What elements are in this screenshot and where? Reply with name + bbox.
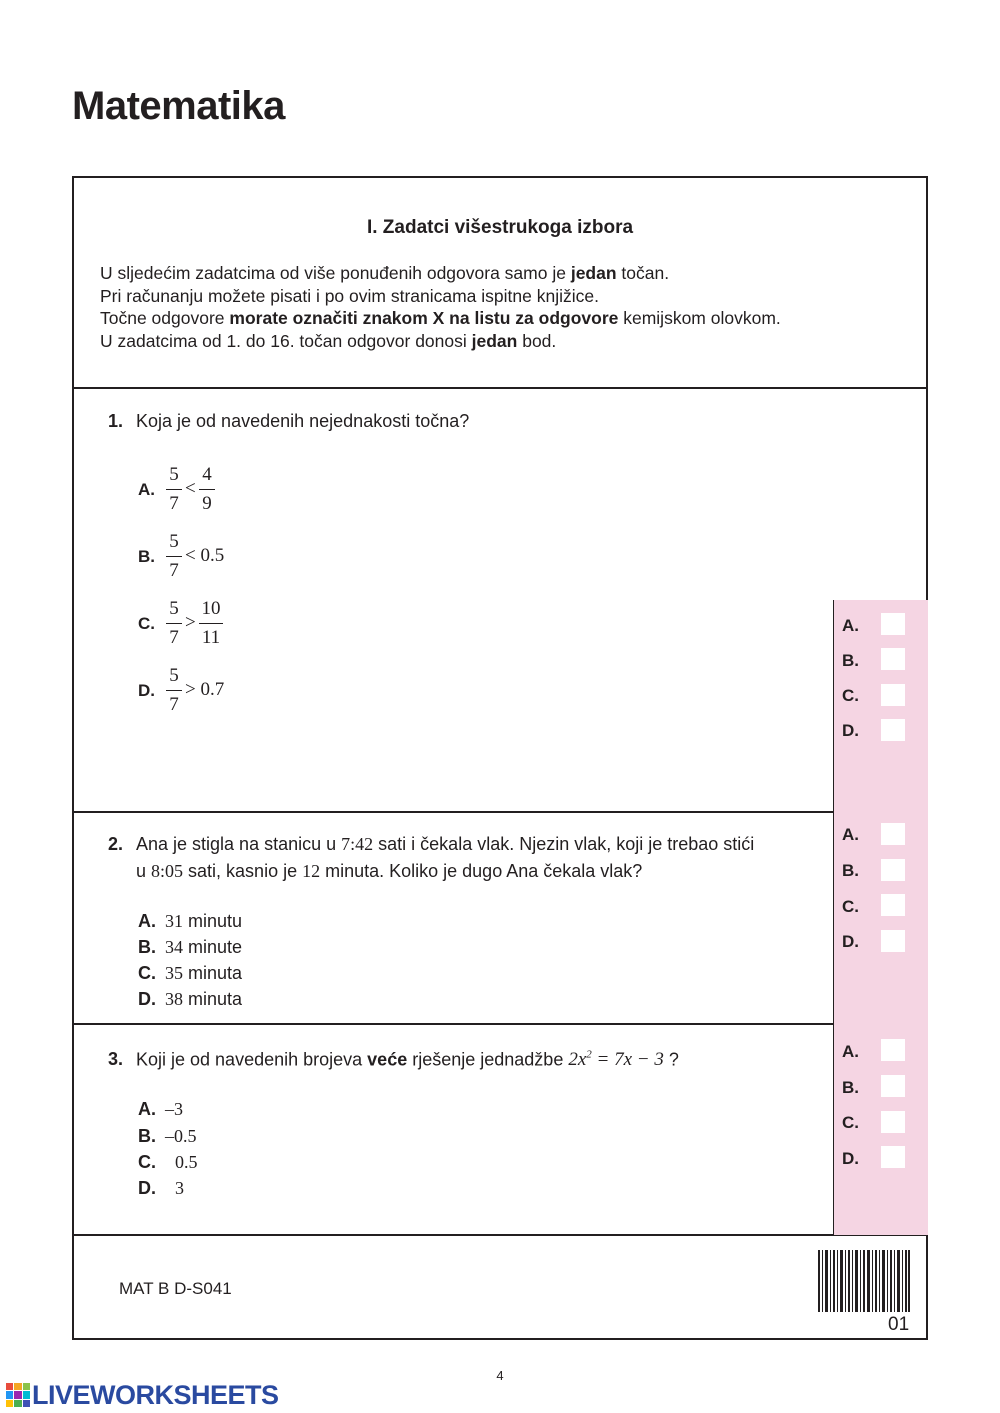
q2-answer-panel xyxy=(833,812,928,1024)
instruction-line-1 xyxy=(100,262,781,285)
instr-text: točan. xyxy=(616,263,670,283)
denominator: 9 xyxy=(202,493,212,515)
q3-text-part: Koji je od navedenih brojeva xyxy=(136,1049,368,1070)
answer-label: A. xyxy=(842,616,859,635)
q2-answer-d xyxy=(842,932,859,952)
option-unit: minute xyxy=(183,937,243,957)
q1-d-relation: > 0.7 xyxy=(185,679,225,700)
q1-answer-panel xyxy=(833,600,928,812)
eq-exponent: 2 xyxy=(586,1049,592,1061)
barcode-number: 01 xyxy=(888,1314,910,1335)
q1-c-lhs-fraction xyxy=(166,598,182,649)
option-number: 35 xyxy=(165,963,183,983)
q2-delay: 12 xyxy=(302,861,321,881)
q2-answer-box-c[interactable] xyxy=(881,894,905,916)
q1-option-b-label: B. xyxy=(138,547,155,566)
option-value: –0.5 xyxy=(165,1126,197,1146)
page-number: 4 xyxy=(496,1368,504,1383)
q2-text: u xyxy=(136,861,152,881)
instr-bold: morate označiti znakom X na listu za odgovore xyxy=(229,308,619,328)
q1-a-relation: < xyxy=(185,478,196,499)
q2-option-a xyxy=(138,911,242,932)
instr-text: U sljedećim zadatcima od više ponuđenih odgovora samo je xyxy=(100,263,571,283)
q2-option-d xyxy=(138,989,242,1010)
q1-option-c-label: C. xyxy=(138,614,155,633)
q3-text-part: ? xyxy=(663,1049,679,1070)
q2-text: sati, kasnio je xyxy=(183,861,303,881)
q2-text-line1 xyxy=(136,834,754,855)
q2-time-arrival: 7:42 xyxy=(341,834,374,854)
q3-text-bold: veće xyxy=(367,1049,408,1070)
divider-q1 xyxy=(72,811,928,813)
instr-text: Točne odgovore xyxy=(100,308,230,328)
q3-text xyxy=(136,1049,679,1071)
q3-text-part: rješenje jednadžbe xyxy=(407,1049,569,1070)
option-label: D. xyxy=(138,989,156,1009)
q2-answer-box-d[interactable] xyxy=(881,930,905,952)
answer-label: A. xyxy=(842,1042,859,1061)
q1-answer-box-d[interactable] xyxy=(881,719,905,741)
denominator: 11 xyxy=(201,627,221,649)
q3-answer-box-b[interactable] xyxy=(881,1075,905,1097)
numerator: 5 xyxy=(169,531,179,552)
q3-equation xyxy=(568,1049,664,1070)
q2-number: 2. xyxy=(108,834,124,854)
divider-header xyxy=(72,387,928,389)
q1-b-lhs-fraction xyxy=(166,531,182,582)
denominator: 7 xyxy=(169,493,179,515)
q2-time-train: 8:05 xyxy=(151,861,184,881)
instr-text: U zadatcima od 1. do 16. točan odgovor donosi xyxy=(100,330,472,351)
q3-answer-box-a[interactable] xyxy=(881,1039,905,1061)
q2-answer-b xyxy=(842,861,859,881)
option-value: 0.5 xyxy=(175,1152,198,1172)
q1-answer-a xyxy=(842,616,859,636)
q3-option-c xyxy=(138,1152,198,1173)
answer-label: C. xyxy=(842,1113,859,1132)
q1-answer-box-a[interactable] xyxy=(881,613,905,635)
numerator: 5 xyxy=(169,464,179,485)
q3-answer-a xyxy=(842,1042,859,1062)
q1-d-lhs-fraction xyxy=(166,665,182,716)
eq-lhs: 2x xyxy=(568,1049,587,1071)
q1-answer-box-c[interactable] xyxy=(881,684,905,706)
page-title: Matematika xyxy=(72,84,285,128)
q2-text-line2 xyxy=(136,861,642,882)
instr-bold: jedan xyxy=(570,263,617,283)
numerator: 5 xyxy=(169,665,179,686)
option-label: D. xyxy=(138,1178,156,1198)
numerator: 10 xyxy=(201,598,221,619)
q1-option-d-label: D. xyxy=(138,681,155,700)
instr-bold: jedan xyxy=(471,330,518,351)
q1-c-rhs-fraction xyxy=(199,598,223,649)
q2-answer-c xyxy=(842,897,859,917)
liveworksheets-logo[interactable] xyxy=(6,1380,279,1410)
q1-option-a-label: A. xyxy=(138,480,155,499)
instruction-line-3 xyxy=(100,307,781,330)
option-label: A. xyxy=(138,1099,156,1119)
option-number: 31 xyxy=(165,911,183,931)
option-value: –3 xyxy=(165,1099,183,1119)
answer-label: A. xyxy=(842,825,859,844)
q2-option-c xyxy=(138,963,242,984)
eq-rhs: = 7x − 3 xyxy=(591,1049,664,1071)
q1-text: Koja je od navedenih nejednakosti točna? xyxy=(136,411,470,431)
q2-text: minuta. Koliko je dugo Ana čekala vlak? xyxy=(320,861,643,881)
answer-label: B. xyxy=(842,861,859,880)
q2-answer-box-a[interactable] xyxy=(881,823,905,845)
q1-c-relation: > xyxy=(185,612,196,633)
denominator: 7 xyxy=(169,560,179,582)
q2-answer-box-b[interactable] xyxy=(881,859,905,881)
option-label: B. xyxy=(138,937,156,957)
q3-answer-box-c[interactable] xyxy=(881,1111,905,1133)
instruction-line-4 xyxy=(100,330,781,353)
q1-a-rhs-fraction xyxy=(199,464,215,515)
q3-answer-c xyxy=(842,1113,859,1133)
option-unit: minuta xyxy=(183,963,243,983)
q3-answer-b xyxy=(842,1078,859,1098)
denominator: 7 xyxy=(169,627,179,649)
answer-label: B. xyxy=(842,1078,859,1097)
q2-answer-a xyxy=(842,825,859,845)
q1-answer-c xyxy=(842,686,859,706)
numerator: 5 xyxy=(169,598,179,619)
option-unit: minutu xyxy=(183,911,243,931)
q1-number: 1. xyxy=(108,411,124,431)
option-unit: minuta xyxy=(183,989,243,1009)
barcode-icon xyxy=(818,1250,910,1312)
answer-label: B. xyxy=(842,651,859,670)
q1-answer-d xyxy=(842,721,859,741)
instr-text: bod. xyxy=(517,330,557,351)
q3-option-b xyxy=(138,1126,197,1147)
instr-text: Pri računanju možete pisati i po ovim stranicama ispitne knjižice. xyxy=(100,285,599,306)
logo-text: LIVEWORKSHEETS xyxy=(32,1379,279,1410)
q3-option-a xyxy=(138,1099,183,1120)
divider-q2 xyxy=(72,1023,928,1025)
q2-option-b xyxy=(138,937,242,958)
denominator: 7 xyxy=(169,694,179,716)
instr-text: kemijskom olovkom. xyxy=(618,308,781,328)
answer-label: C. xyxy=(842,897,859,916)
section-heading: I. Zadatci višestrukoga izbora xyxy=(366,217,634,238)
q1-a-lhs-fraction xyxy=(166,464,182,515)
instruction-line-2 xyxy=(100,285,781,308)
logo-blocks-icon xyxy=(6,1383,30,1407)
q1-answer-box-b[interactable] xyxy=(881,648,905,670)
option-label: A. xyxy=(138,911,156,931)
q2-text: sati i čekala vlak. Njezin vlak, koji je trebao stići xyxy=(373,834,755,854)
answer-label: D. xyxy=(842,1149,859,1168)
q3-answer-d xyxy=(842,1149,859,1169)
q3-answer-box-d[interactable] xyxy=(881,1146,905,1168)
option-label: C. xyxy=(138,963,156,983)
instructions xyxy=(100,262,781,352)
q3-option-d xyxy=(138,1178,184,1199)
option-number: 38 xyxy=(165,989,183,1009)
q1-b-relation: < 0.5 xyxy=(185,545,225,566)
option-label: C. xyxy=(138,1152,156,1172)
numerator: 4 xyxy=(202,464,212,485)
answer-label: D. xyxy=(842,932,859,951)
q3-number: 3. xyxy=(108,1049,124,1069)
exam-code: MAT B D-S041 xyxy=(119,1279,232,1298)
answer-label: D. xyxy=(842,721,859,740)
q2-text: Ana je stigla na stanicu u xyxy=(136,834,342,854)
q1-answer-b xyxy=(842,651,859,671)
option-label: B. xyxy=(138,1126,156,1146)
divider-q3 xyxy=(72,1234,928,1236)
option-number: 34 xyxy=(165,937,183,957)
option-value: 3 xyxy=(175,1178,184,1198)
answer-label: C. xyxy=(842,686,859,705)
q3-answer-panel xyxy=(833,1024,928,1235)
